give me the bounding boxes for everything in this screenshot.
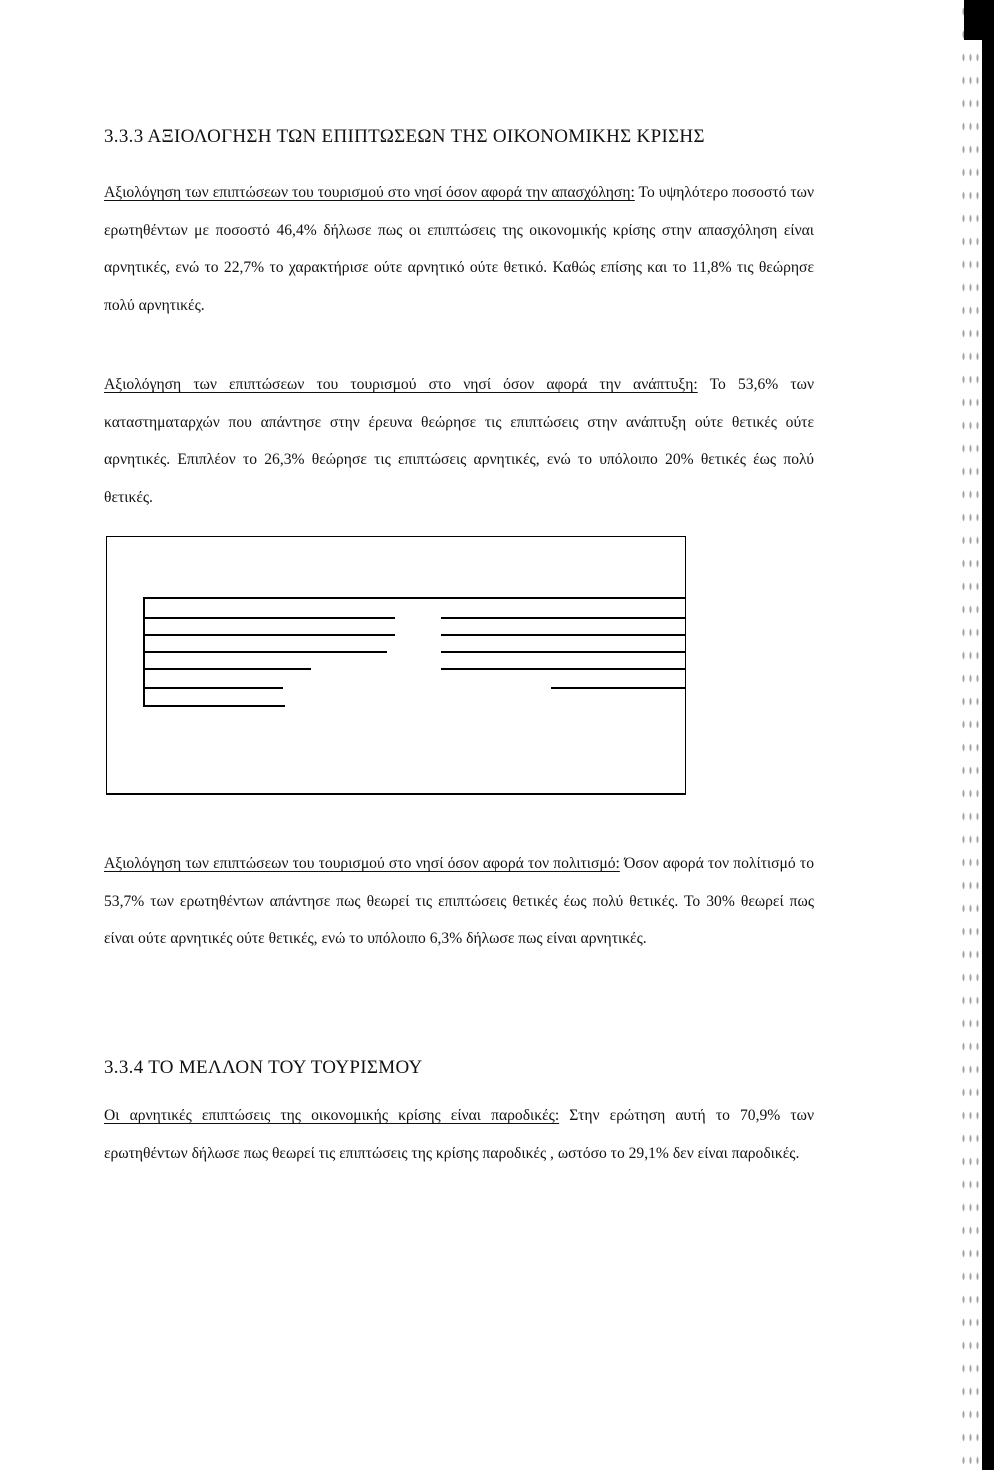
paragraph-body: Στην ερώτηση αυτή το 70,9% των ερωτηθέντων δήλωσε πως θεωρεί τις επιπτώσεις της κρίσης παροδικές , ωστόσο το 29,1% δεν είναι παροδικές. bbox=[104, 1107, 814, 1162]
section-number: 3.3.4 bbox=[104, 1057, 144, 1078]
figure-line bbox=[441, 651, 685, 653]
paragraph-culture bbox=[104, 845, 814, 958]
figure-frame bbox=[106, 536, 686, 795]
figure-line bbox=[143, 687, 283, 689]
paragraph-lead: Οι αρνητικές επιπτώσεις της οικονομικής κρίσης είναι παροδικές: bbox=[104, 1107, 560, 1124]
figure-line bbox=[143, 651, 387, 653]
scan-corner bbox=[964, 0, 994, 40]
figure-line bbox=[551, 687, 685, 689]
section-title: ΑΞΙΟΛΟΓΗΣΗ ΤΩΝ ΕΠΙΠΤΩΣΕΩΝ ΤΗΣ ΟΙΚΟΝΟΜΙΚΗΣ ΚΡΙΣΗΣ bbox=[147, 126, 705, 147]
section-heading-3-3-3 bbox=[104, 126, 705, 148]
paragraph-development bbox=[104, 366, 814, 516]
figure-line bbox=[441, 617, 685, 619]
paragraph-body: Το 53,6% των καταστηματαρχών που απάντησε στην έρευνα θεώρησε τις επιπτώσεις στην ανάπτυξη ούτε θετικές ούτε αρνητικές. Επιπλέον το 26,3% θεώρησε τις επιπτώσεις αρνητικές, ενώ το υπόλοιπο 20% θετικές έως πολύ θετικές. bbox=[104, 376, 814, 506]
paragraph-lead: Αξιολόγηση των επιπτώσεων του τουρισμού στο νησί όσον αφορά την απασχόληση: bbox=[104, 184, 635, 201]
figure-line bbox=[143, 705, 285, 707]
paragraph-body: Το υψηλότερο ποσοστό των ερωτηθέντων με ποσοστό 46,4% δήλωσε πως οι επιπτώσεις της οικονομικής κρίσης στην απασχόληση είναι αρνητικές, ενώ το 22,7% το χαρακτήρισε ούτε αρνητικό ούτε θετικό. Καθώς επίσης και το 11,8% τις θεώρησε πολύ αρνητικές. bbox=[104, 184, 814, 314]
paragraph-temporary-effects bbox=[104, 1097, 814, 1172]
figure-line bbox=[143, 668, 311, 670]
figure-line bbox=[143, 617, 395, 619]
scan-noise bbox=[960, 0, 982, 1470]
section-heading-3-3-4 bbox=[104, 1057, 423, 1079]
paragraph-lead: Αξιολόγηση των επιπτώσεων του τουρισμού στο νησί όσον αφορά την ανάπτυξη: bbox=[104, 376, 698, 393]
section-number: 3.3.3 bbox=[104, 126, 144, 147]
figure-line bbox=[143, 597, 685, 599]
figure-line bbox=[441, 634, 685, 636]
paragraph-lead: Αξιολόγηση των επιπτώσεων του τουρισμού στο νησί όσον αφορά τον πολιτισμό: bbox=[104, 855, 620, 872]
section-title: ΤΟ ΜΕΛΛΟΝ ΤΟΥ ΤΟΥΡΙΣΜΟΥ bbox=[148, 1057, 423, 1078]
paragraph-body: Όσον αφορά τον πολίτισμό το 53,7% των ερωτηθέντων απάντησε πως θεωρεί τις επιπτώσεις θετικές έως πολύ θετικές. Το 30% θεωρεί πως είναι ούτε αρνητικές ούτε θετικές, ενώ το υπόλοιπο 6,3% δήλωσε πως είναι αρνητικές. bbox=[104, 855, 814, 947]
figure-line bbox=[143, 634, 395, 636]
figure-line bbox=[441, 668, 685, 670]
paragraph-employment bbox=[104, 174, 814, 324]
scan-edge-border bbox=[982, 0, 994, 1470]
